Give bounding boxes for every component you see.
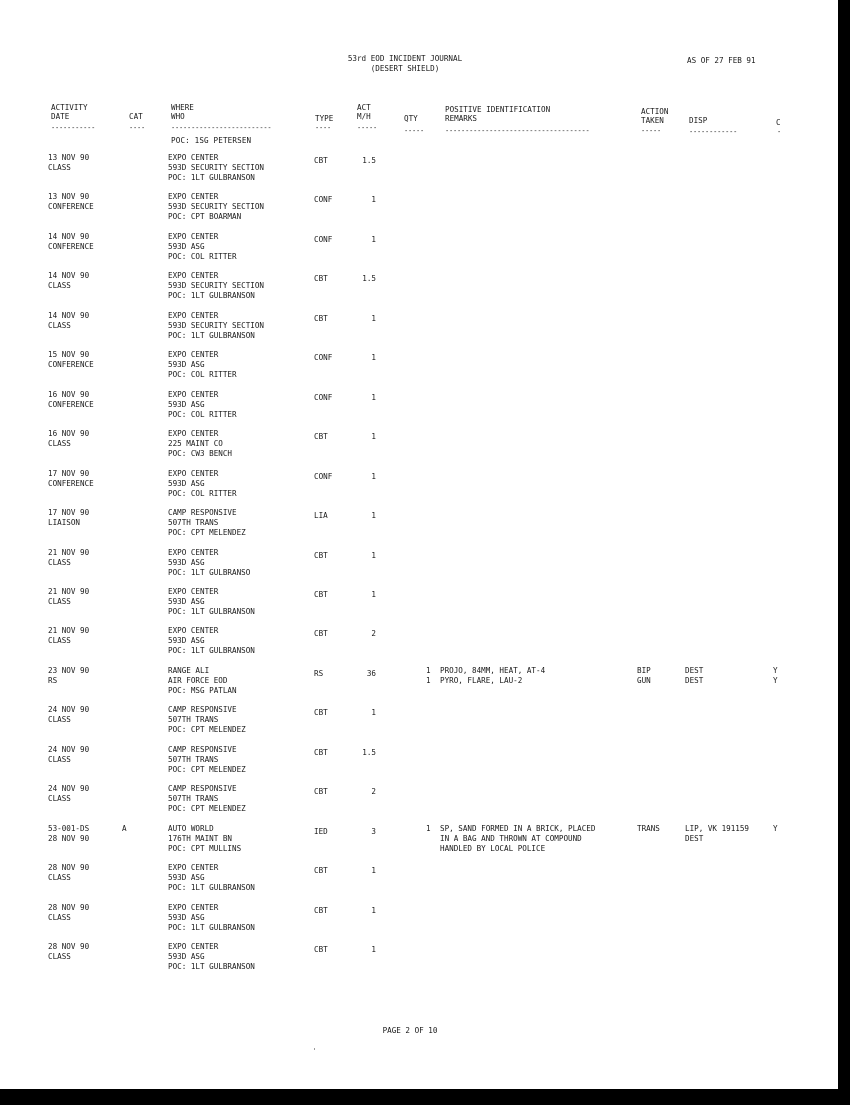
where-who-line: POC: 1LT GULBRANSON [168,922,255,932]
dash-action: ----- [641,127,662,135]
where-who-line: EXPO CENTER [168,548,219,557]
where-who-line: 593D ASG [168,635,205,645]
as-of-date: AS OF 27 FEB 91 [687,56,756,65]
where-who-line: 593D SECURITY SECTION [168,201,265,211]
man-hours: 1 [371,511,376,520]
activity-kind: CLASS [48,872,71,882]
where-who-line: POC: 1LT GULBRANSON [168,961,255,971]
where-who-line: RANGE ALI [168,666,210,675]
where-who-line: POC: 1LT GULBRANSON [168,645,255,655]
where-who-line: EXPO CENTER [168,587,219,596]
activity-date: 21 NOV 90 [48,548,90,557]
journal-record [0,666,838,702]
journal-title [300,54,510,74]
col-activity-line1: ACTIVITY [51,103,88,112]
man-hours: 1 [371,353,376,362]
where-who-line: AIR FORCE EOD [168,675,228,685]
journal-record [0,232,838,268]
where-who-line: POC: MSG PATLAN [168,685,237,695]
activity-type: CONF [314,195,333,204]
man-hours: 1 [371,906,376,915]
activity-kind: CLASS [48,951,71,961]
col-where-line2: WHO [171,112,185,121]
activity-type: CONF [314,235,333,244]
man-hours: 1 [371,195,376,204]
dash-c: - [777,128,782,136]
activity-date: 14 NOV 90 [48,271,90,280]
action-taken: GUN [637,675,651,685]
where-who-line: EXPO CENTER [168,153,219,162]
activity-date: 21 NOV 90 [48,587,90,596]
where-who-line: EXPO CENTER [168,429,219,438]
dash-type: ---- [315,124,332,132]
dash-disp: ------------ [689,128,738,136]
journal-record [0,942,838,978]
subtitle-line: (DESERT SHIELD) [370,64,440,73]
activity-kind: CLASS [48,438,71,448]
activity-type: CBT [314,787,328,796]
item-remark: HANDLED BY LOCAL POLICE [440,843,546,853]
where-who-line: 593D ASG [168,951,205,961]
activity-date: 28 NOV 90 [48,903,90,912]
activity-type: IED [314,827,328,836]
where-who-line: POC: 1LT GULBRANSON [168,290,255,300]
disposition: DEST [685,833,704,843]
col-c-header: C [776,118,781,127]
activity-kind: CLASS [48,596,71,606]
action-taken: BIP [637,666,651,675]
col-act-line1: ACT [357,103,371,112]
where-who-line: 507TH TRANS [168,793,219,803]
where-who-line: 507TH TRANS [168,517,219,527]
where-who-line: EXPO CENTER [168,626,219,635]
activity-date: 17 NOV 90 [48,469,90,478]
where-who-line: POC: CPT MULLINS [168,843,242,853]
activity-type: CBT [314,708,328,717]
where-who-line: EXPO CENTER [168,350,219,359]
dash-where: ------------------------- [171,124,272,132]
item-quantity: 1 [426,675,431,685]
where-who-line: EXPO CENTER [168,390,219,399]
activity-kind: CLASS [48,320,71,330]
where-who-line: 593D ASG [168,478,205,488]
activity-type: CBT [314,906,328,915]
item-quantity: 1 [426,666,431,675]
activity-date: 24 NOV 90 [48,745,90,754]
activity-type: CBT [314,590,328,599]
activity-type: CBT [314,551,328,560]
where-who-line: CAMP RESPONSIVE [168,784,237,793]
activity-type: CBT [314,748,328,757]
where-who-line: 593D ASG [168,912,205,922]
activity-type: CONF [314,472,333,481]
activity-category: A [122,824,127,833]
title-line: 53rd EOD INCIDENT JOURNAL [347,54,463,63]
journal-record [0,824,838,860]
activity-date: 14 NOV 90 [48,311,90,320]
activity-kind: CLASS [48,635,71,645]
where-who-line: POC: CPT MELENDEZ [168,803,246,813]
item-remark: IN A BAG AND THROWN AT COMPOUND [440,833,582,843]
man-hours: 1 [371,551,376,560]
activity-date: 17 NOV 90 [48,508,90,517]
activity-date: 16 NOV 90 [48,429,90,438]
where-who-line: 593D SECURITY SECTION [168,320,265,330]
activity-type: CBT [314,156,328,165]
where-who-line: 593D ASG [168,557,205,567]
where-who-line: CAMP RESPONSIVE [168,745,237,754]
activity-date: 24 NOV 90 [48,784,90,793]
page-number: PAGE 2 OF 10 [382,1026,438,1035]
where-who-line: 593D ASG [168,872,205,882]
where-who-line: POC: 1LT GULBRANSON [168,330,255,340]
journal-record [0,429,838,465]
activity-kind: CONFERENCE [48,359,94,369]
activity-kind: 28 NOV 90 [48,833,90,843]
where-who-line: AUTO WORLD [168,824,214,833]
activity-kind: CONFERENCE [48,241,94,251]
activity-date: 53-001-DS [48,824,90,833]
activity-type: CONF [314,393,333,402]
activity-kind: CLASS [48,714,71,724]
activity-kind: CONFERENCE [48,201,94,211]
journal-record [0,745,838,781]
journal-record [0,784,838,820]
dash-activity: ----------- [51,124,96,132]
activity-type: CBT [314,314,328,323]
journal-record [0,863,838,899]
disposition: DEST [685,675,704,685]
activity-type: CONF [314,353,333,362]
activity-kind: RS [48,675,58,685]
activity-type: RS [314,669,324,678]
man-hours: 1 [371,708,376,717]
activity-date: 16 NOV 90 [48,390,90,399]
man-hours: 1 [371,393,376,402]
col-action-line2: TAKEN [641,116,664,125]
c-flag: Y [773,824,778,833]
where-who-line: EXPO CENTER [168,863,219,872]
man-hours: 1 [371,432,376,441]
where-who-line: 593D ASG [168,359,205,369]
activity-kind: LIAISON [48,517,81,527]
where-who-line: POC: CPT MELENDEZ [168,764,246,774]
where-who-line: EXPO CENTER [168,192,219,201]
col-qty-header: QTY [404,114,418,123]
activity-type: CBT [314,866,328,875]
man-hours: 1 [371,472,376,481]
scan-edge-right [838,0,850,1105]
activity-date: 28 NOV 90 [48,942,90,951]
where-who-line: EXPO CENTER [168,942,219,951]
activity-date: 14 NOV 90 [48,232,90,241]
journal-record [0,192,838,228]
disposition: LIP, VK 191159 [685,824,750,833]
man-hours: 1 [371,590,376,599]
man-hours: 1.5 [362,274,376,283]
man-hours: 1.5 [362,748,376,757]
item-quantity: 1 [426,824,431,833]
where-who-line: 225 MAINT CO [168,438,223,448]
where-who-line: POC: CPT BOARMAN [168,211,242,221]
journal-record [0,587,838,623]
col-disp-header: DISP [689,116,708,125]
where-who-line: EXPO CENTER [168,469,219,478]
activity-kind: CONFERENCE [48,478,94,488]
journal-record [0,508,838,544]
where-who-line: 593D SECURITY SECTION [168,162,265,172]
man-hours: 1 [371,866,376,875]
where-who-line: POC: COL RITTER [168,409,237,419]
where-who-line: EXPO CENTER [168,311,219,320]
man-hours: 1.5 [362,156,376,165]
journal-record [0,153,838,189]
where-who-line: POC: COL RITTER [168,369,237,379]
item-remark: SP, SAND FORMED IN A BRICK, PLACED [440,824,596,833]
man-hours: 2 [371,787,376,796]
journal-record [0,390,838,426]
activity-kind: CONFERENCE [48,399,94,409]
journal-record [0,350,838,386]
activity-type: LIA [314,511,328,520]
col-action-header [641,107,668,125]
journal-record [0,903,838,939]
journal-record [0,271,838,307]
col-pid-line1: POSITIVE IDENTIFICATION [445,105,551,114]
where-who-line: 593D SECURITY SECTION [168,280,265,290]
scan-speck [314,1048,315,1050]
where-who-line: EXPO CENTER [168,903,219,912]
carryover-poc: POC: 1SG PETERSEN [171,136,252,145]
where-who-line: 593D ASG [168,241,205,251]
activity-date: 13 NOV 90 [48,153,90,162]
where-who-line: POC: 1LT GULBRANSO [168,567,251,577]
col-cat-header: CAT [129,112,143,121]
activity-date: 21 NOV 90 [48,626,90,635]
c-flag: Y [773,666,778,675]
where-who-line: EXPO CENTER [168,232,219,241]
activity-kind: CLASS [48,162,71,172]
where-who-line: CAMP RESPONSIVE [168,508,237,517]
activity-kind: CLASS [48,280,71,290]
journal-record [0,548,838,584]
dash-act: ----- [357,124,378,132]
where-who-line: 593D ASG [168,596,205,606]
journal-record [0,626,838,662]
where-who-line: 176TH MAINT BN [168,833,233,843]
where-who-line: POC: 1LT GULBRANSON [168,606,255,616]
col-activity-line2: DATE [51,112,70,121]
where-who-line: POC: COL RITTER [168,488,237,498]
where-who-line: POC: COL RITTER [168,251,237,261]
col-pid-header [445,105,550,123]
activity-date: 24 NOV 90 [48,705,90,714]
where-who-line: EXPO CENTER [168,271,219,280]
activity-type: CBT [314,274,328,283]
man-hours: 36 [366,669,376,678]
activity-type: CBT [314,432,328,441]
dash-qty: ----- [404,127,425,135]
where-who-line: POC: 1LT GULBRANSON [168,882,255,892]
where-who-line: POC: CPT MELENDEZ [168,724,246,734]
man-hours: 1 [371,945,376,954]
col-pid-line2: REMARKS [445,114,478,123]
journal-record [0,311,838,347]
activity-date: 15 NOV 90 [48,350,90,359]
activity-kind: CLASS [48,754,71,764]
item-remark: PYRO, FLARE, LAU-2 [440,675,523,685]
activity-type: CBT [314,629,328,638]
disposition: DEST [685,666,704,675]
where-who-line: POC: CW3 BENCH [168,448,233,458]
journal-record [0,469,838,505]
c-flag: Y [773,675,778,685]
where-who-line: 507TH TRANS [168,754,219,764]
journal-record [0,705,838,741]
col-activity-header [51,103,88,121]
man-hours: 2 [371,629,376,638]
man-hours: 3 [371,827,376,836]
activity-date: 13 NOV 90 [48,192,90,201]
activity-date: 23 NOV 90 [48,666,90,675]
item-remark: PROJO, 84MM, HEAT, AT-4 [440,666,546,675]
col-act-header [357,103,371,121]
activity-type: CBT [314,945,328,954]
man-hours: 1 [371,314,376,323]
action-taken: TRANS [637,824,660,833]
man-hours: 1 [371,235,376,244]
where-who-line: 593D ASG [168,399,205,409]
activity-date: 28 NOV 90 [48,863,90,872]
where-who-line: POC: 1LT GULBRANSON [168,172,255,182]
col-type-header: TYPE [315,114,334,123]
col-act-line2: M/H [357,112,371,121]
activity-kind: CLASS [48,557,71,567]
where-who-line: 507TH TRANS [168,714,219,724]
dash-cat: ---- [129,124,146,132]
scan-edge-bottom [0,1089,850,1105]
col-action-line1: ACTION [641,107,669,116]
col-where-line1: WHERE [171,103,194,112]
dash-pid: ------------------------------------ [445,127,590,135]
where-who-line: CAMP RESPONSIVE [168,705,237,714]
col-where-header [171,103,194,121]
activity-kind: CLASS [48,793,71,803]
activity-kind: CLASS [48,912,71,922]
where-who-line: POC: CPT MELENDEZ [168,527,246,537]
